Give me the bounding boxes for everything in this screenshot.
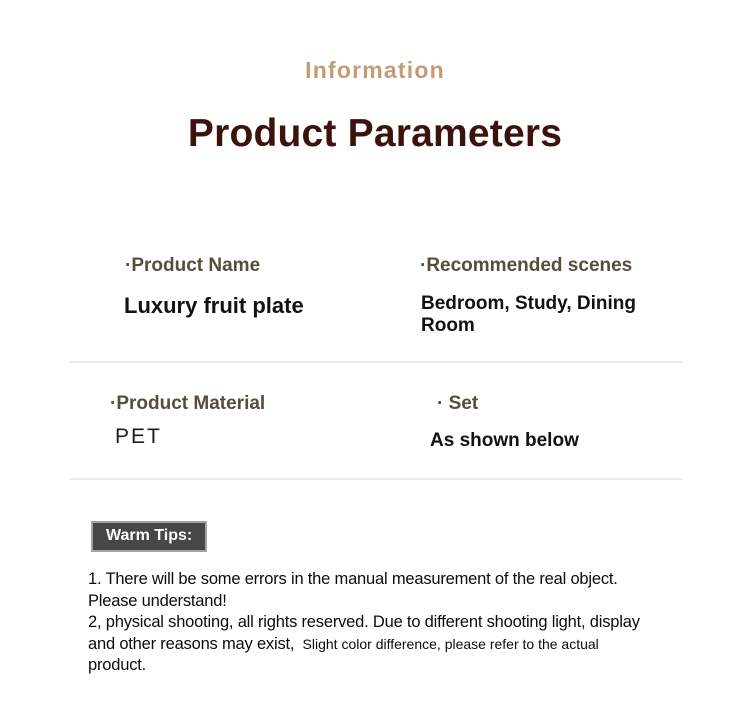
param-value-recommended-scenes: Bedroom, Study, Dining Room [421, 293, 636, 336]
tips-line-5: product. [88, 656, 147, 674]
tips-line-4 [88, 634, 736, 656]
parameters-row-1 [70, 243, 682, 363]
param-product-material [70, 393, 420, 452]
parameters-row-2 [70, 363, 682, 480]
param-product-name [70, 255, 420, 337]
param-label-product-material: ·Product Material [70, 393, 420, 415]
param-value-set: As shown below [430, 430, 579, 451]
warm-tips-badge: Warm Tips: [91, 521, 207, 552]
param-set [420, 393, 682, 452]
section-eyebrow: Information [305, 57, 445, 83]
product-parameters-table [70, 243, 682, 480]
param-label-set: · Set [437, 393, 479, 414]
tips-line-4-main: and other reasons may exist, [88, 634, 299, 653]
tips-line-3: 2, physical shooting, all rights reserved. Due to different shooting light, display [88, 613, 640, 631]
param-label-product-name: ·Product Name [70, 255, 420, 277]
param-value-product-material: PET [115, 425, 162, 448]
param-label-recommended-scenes: ·Recommended scenes [420, 255, 633, 276]
tips-line-4-small-note: Slight color difference, please refer to the actual [298, 635, 599, 652]
tips-line-1: 1. There will be some errors in the manual measurement of the real object. [88, 570, 618, 588]
page-title: Product Parameters [187, 112, 563, 155]
param-value-product-name: Luxury fruit plate [124, 293, 304, 318]
warm-tips-text [88, 569, 736, 677]
tips-line-2: Please understand! [88, 591, 227, 610]
param-recommended-scenes [420, 255, 682, 337]
warm-tips-section [88, 521, 736, 677]
